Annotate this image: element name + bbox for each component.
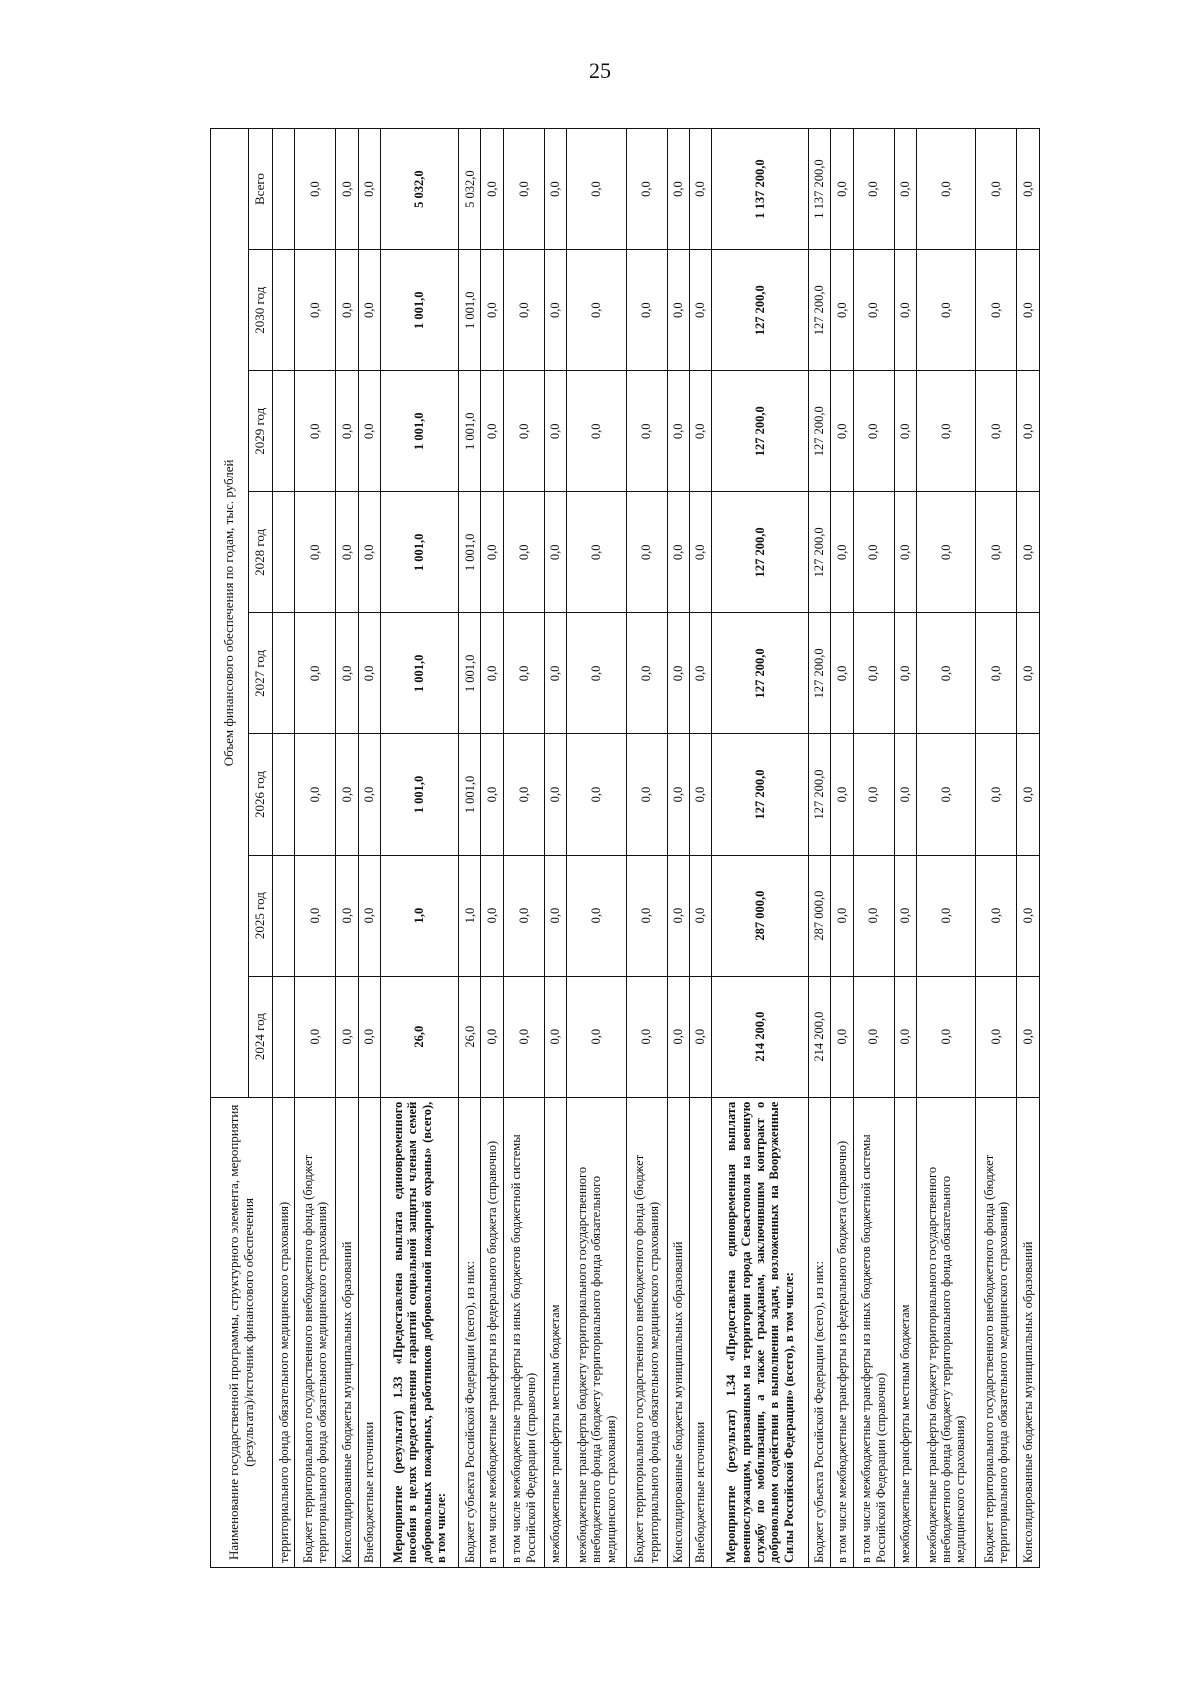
- row-total-cell: 5 032,0: [381, 129, 459, 250]
- row-value-cell: [273, 855, 295, 976]
- row-value-cell: 0,0: [481, 250, 503, 371]
- row-value-cell: 0,0: [544, 855, 566, 976]
- row-value-cell: 0,0: [567, 492, 626, 613]
- header-year: 2025 год: [249, 855, 273, 976]
- row-total-cell: 0,0: [544, 129, 566, 250]
- row-value-cell: 0,0: [1017, 976, 1040, 1097]
- row-value-cell: 0,0: [689, 976, 711, 1097]
- row-total-cell: 0,0: [481, 129, 503, 250]
- row-value-cell: 0,0: [358, 371, 380, 492]
- row-total-cell: 0,0: [853, 129, 894, 250]
- row-value-cell: 0,0: [853, 855, 894, 976]
- table-row: [626, 129, 667, 1568]
- header-total: Всего: [249, 129, 273, 250]
- row-value-cell: 0,0: [481, 492, 503, 613]
- row-value-cell: 0,0: [295, 250, 336, 371]
- row-value-cell: 0,0: [503, 371, 544, 492]
- row-value-cell: 0,0: [894, 250, 916, 371]
- row-total-cell: 0,0: [358, 129, 380, 250]
- row-name-cell: Внебюджетные источники: [689, 1097, 711, 1567]
- row-value-cell: 0,0: [544, 492, 566, 613]
- row-name-cell: территориального фонда обязательного медицинского страхования): [273, 1097, 295, 1567]
- row-value-cell: 0,0: [853, 250, 894, 371]
- row-name-cell: Бюджет территориального государственного внебюджетного фонда (бюджет территориального фонда обязательного медицинского страхования): [295, 1097, 336, 1567]
- row-value-cell: 1,0: [459, 855, 481, 976]
- row-value-cell: 0,0: [358, 613, 380, 734]
- table-row: [1017, 129, 1040, 1568]
- row-value-cell: 0,0: [689, 371, 711, 492]
- row-value-cell: 0,0: [544, 734, 566, 855]
- row-value-cell: 0,0: [894, 613, 916, 734]
- row-value-cell: 0,0: [358, 492, 380, 613]
- row-name-cell: межбюджетные трансферты бюджету территориального государственного внебюджетного фонда (бюджету территориального фонда обязательного медицинского страхования): [916, 1097, 975, 1567]
- row-value-cell: 0,0: [916, 250, 975, 371]
- table-row: [336, 129, 358, 1568]
- row-name-cell: Бюджет территориального государственного внебюджетного фонда (бюджет территориального фонда обязательного медицинского страхования): [976, 1097, 1017, 1567]
- row-value-cell: 0,0: [976, 613, 1017, 734]
- table-row: [894, 129, 916, 1568]
- financing-table: [210, 128, 1040, 1568]
- table-row-measure: [712, 129, 809, 1568]
- row-total-cell: 5 032,0: [459, 129, 481, 250]
- row-value-cell: [273, 371, 295, 492]
- row-value-cell: 0,0: [853, 371, 894, 492]
- row-value-cell: 0,0: [1017, 734, 1040, 855]
- table-row: [808, 129, 830, 1568]
- table-row: [503, 129, 544, 1568]
- row-value-cell: 0,0: [295, 492, 336, 613]
- row-value-cell: 0,0: [916, 492, 975, 613]
- row-value-cell: 0,0: [544, 976, 566, 1097]
- row-value-cell: [273, 492, 295, 613]
- row-value-cell: 0,0: [853, 976, 894, 1097]
- row-value-cell: 0,0: [336, 371, 358, 492]
- row-name-cell: межбюджетные трансферты местным бюджетам: [544, 1097, 566, 1567]
- row-value-cell: 0,0: [481, 371, 503, 492]
- row-value-cell: 0,0: [626, 613, 667, 734]
- row-total-cell: 0,0: [626, 129, 667, 250]
- row-total-cell: 0,0: [1017, 129, 1040, 250]
- header-year: 2024 год: [249, 976, 273, 1097]
- table-row: [976, 129, 1017, 1568]
- header-name-column: Наименование государственной программы, структурного элемента, мероприятия (результата)/источник финансового обеспечения: [211, 1097, 273, 1567]
- row-value-cell: 0,0: [567, 976, 626, 1097]
- row-value-cell: 0,0: [667, 734, 689, 855]
- row-value-cell: 0,0: [689, 855, 711, 976]
- row-total-cell: 0,0: [894, 129, 916, 250]
- row-value-cell: 0,0: [503, 250, 544, 371]
- row-total-cell: 0,0: [831, 129, 853, 250]
- row-value-cell: 0,0: [831, 250, 853, 371]
- row-value-cell: 0,0: [295, 613, 336, 734]
- row-value-cell: 26,0: [381, 976, 459, 1097]
- row-name-cell: Бюджет территориального государственного внебюджетного фонда (бюджет территориального фонда обязательного медицинского страхования): [626, 1097, 667, 1567]
- row-value-cell: 214 200,0: [808, 976, 830, 1097]
- row-value-cell: 127 200,0: [808, 371, 830, 492]
- row-value-cell: 1 001,0: [459, 371, 481, 492]
- row-value-cell: 0,0: [976, 371, 1017, 492]
- row-value-cell: 1 001,0: [459, 613, 481, 734]
- row-name-cell: в том числе межбюджетные трансферты из федерального бюджета (справочно): [831, 1097, 853, 1567]
- row-value-cell: [273, 734, 295, 855]
- row-total-cell: 0,0: [567, 129, 626, 250]
- row-value-cell: 287 000,0: [712, 855, 809, 976]
- row-value-cell: 0,0: [853, 734, 894, 855]
- rotated-table-container: [210, 128, 1040, 1568]
- row-value-cell: 0,0: [667, 371, 689, 492]
- row-value-cell: 1 001,0: [381, 492, 459, 613]
- row-value-cell: 1,0: [381, 855, 459, 976]
- row-value-cell: 0,0: [567, 734, 626, 855]
- row-value-cell: 0,0: [544, 250, 566, 371]
- row-value-cell: 0,0: [976, 250, 1017, 371]
- row-value-cell: 1 001,0: [381, 250, 459, 371]
- row-value-cell: 0,0: [1017, 613, 1040, 734]
- row-total-cell: 1 137 200,0: [712, 129, 809, 250]
- row-value-cell: 0,0: [831, 976, 853, 1097]
- row-value-cell: 0,0: [358, 855, 380, 976]
- row-value-cell: 214 200,0: [712, 976, 809, 1097]
- header-year: 2030 год: [249, 250, 273, 371]
- row-value-cell: 127 200,0: [712, 734, 809, 855]
- row-total-cell: [273, 129, 295, 250]
- row-value-cell: 0,0: [481, 734, 503, 855]
- page-number: 25: [589, 58, 611, 83]
- row-value-cell: 0,0: [1017, 371, 1040, 492]
- header-group: Объем финансового обеспечения по годам, тыс. рублей: [211, 129, 249, 1098]
- row-name-cell: Консолидированные бюджеты муниципальных образований: [336, 1097, 358, 1567]
- row-value-cell: 0,0: [567, 371, 626, 492]
- row-value-cell: 0,0: [481, 855, 503, 976]
- row-value-cell: 0,0: [976, 492, 1017, 613]
- row-name-cell: в том числе межбюджетные трансферты из иных бюджетов бюджетной системы Российской Федерации (справочно): [853, 1097, 894, 1567]
- header-year: 2029 год: [249, 371, 273, 492]
- row-total-cell: 1 137 200,0: [808, 129, 830, 250]
- row-value-cell: 1 001,0: [381, 613, 459, 734]
- table-row: [667, 129, 689, 1568]
- row-name-cell: в том числе межбюджетные трансферты из иных бюджетов бюджетной системы Российской Федерации (справочно): [503, 1097, 544, 1567]
- row-name-cell: Внебюджетные источники: [358, 1097, 380, 1567]
- row-value-cell: 0,0: [336, 855, 358, 976]
- table-row: [273, 129, 295, 1568]
- row-value-cell: 0,0: [567, 855, 626, 976]
- row-value-cell: 0,0: [336, 250, 358, 371]
- table-row: [853, 129, 894, 1568]
- row-value-cell: 0,0: [689, 734, 711, 855]
- row-value-cell: 0,0: [1017, 492, 1040, 613]
- row-value-cell: 0,0: [1017, 250, 1040, 371]
- table-row: [295, 129, 336, 1568]
- row-total-cell: 0,0: [667, 129, 689, 250]
- row-value-cell: 0,0: [358, 250, 380, 371]
- row-name-cell: Бюджет субъекта Российской Федерации (всего), из них:: [459, 1097, 481, 1567]
- row-value-cell: 127 200,0: [712, 613, 809, 734]
- row-total-cell: 0,0: [295, 129, 336, 250]
- table-row: [831, 129, 853, 1568]
- row-value-cell: 0,0: [503, 734, 544, 855]
- row-value-cell: 0,0: [336, 613, 358, 734]
- row-value-cell: 0,0: [626, 734, 667, 855]
- row-value-cell: 0,0: [503, 613, 544, 734]
- row-value-cell: 1 001,0: [381, 371, 459, 492]
- row-total-cell: 0,0: [916, 129, 975, 250]
- row-value-cell: 127 200,0: [808, 613, 830, 734]
- row-name-cell: Бюджет субъекта Российской Федерации (всего), из них:: [808, 1097, 830, 1567]
- row-value-cell: 0,0: [894, 855, 916, 976]
- row-value-cell: 0,0: [916, 613, 975, 734]
- row-value-cell: 0,0: [626, 492, 667, 613]
- row-value-cell: 0,0: [481, 976, 503, 1097]
- row-name-cell: в том числе межбюджетные трансферты из федерального бюджета (справочно): [481, 1097, 503, 1567]
- row-value-cell: 1 001,0: [381, 734, 459, 855]
- row-value-cell: 127 200,0: [712, 250, 809, 371]
- row-name-cell: Консолидированные бюджеты муниципальных образований: [667, 1097, 689, 1567]
- row-value-cell: 0,0: [544, 371, 566, 492]
- row-value-cell: 0,0: [336, 734, 358, 855]
- row-value-cell: 0,0: [853, 492, 894, 613]
- row-value-cell: 127 200,0: [712, 371, 809, 492]
- row-value-cell: 0,0: [295, 734, 336, 855]
- row-value-cell: [273, 250, 295, 371]
- row-value-cell: [273, 976, 295, 1097]
- row-name-cell: Мероприятие (результат) 1.34 «Предоставлена единовременная выплата военнослужащим, призванным на территории города Севастополя на военную службу по мобилизации, а также гражданам, заключившим контракт о добровольном содействии в выполнении задач, возложенных на Вооруженные Силы Российской Федерации» (всего), в том числе:: [712, 1097, 809, 1567]
- header-year: 2028 год: [249, 492, 273, 613]
- row-name-cell: Мероприятие (результат) 1.33 «Предоставлена выплата единовременного пособия в целях предоставления гарантий социальной защиты членам семей добровольных пожарных, работников добровольной пожарной охраны» (всего), в том числе:: [381, 1097, 459, 1567]
- row-value-cell: [273, 613, 295, 734]
- row-total-cell: 0,0: [976, 129, 1017, 250]
- header-year: 2027 год: [249, 613, 273, 734]
- table-row: [358, 129, 380, 1568]
- row-value-cell: 0,0: [916, 976, 975, 1097]
- row-value-cell: 0,0: [503, 855, 544, 976]
- row-value-cell: 0,0: [894, 976, 916, 1097]
- row-total-cell: 0,0: [689, 129, 711, 250]
- table-row: [459, 129, 481, 1568]
- row-value-cell: 0,0: [667, 855, 689, 976]
- row-value-cell: 0,0: [667, 492, 689, 613]
- row-name-cell: межбюджетные трансферты местным бюджетам: [894, 1097, 916, 1567]
- row-value-cell: 0,0: [567, 250, 626, 371]
- row-value-cell: 0,0: [894, 734, 916, 855]
- row-value-cell: 0,0: [689, 613, 711, 734]
- row-name-cell: Консолидированные бюджеты муниципальных образований: [1017, 1097, 1040, 1567]
- row-value-cell: 0,0: [626, 855, 667, 976]
- table-row: [689, 129, 711, 1568]
- row-value-cell: 1 001,0: [459, 492, 481, 613]
- table-row: [567, 129, 626, 1568]
- table-row: [916, 129, 975, 1568]
- row-value-cell: 127 200,0: [712, 492, 809, 613]
- row-value-cell: 0,0: [1017, 855, 1040, 976]
- row-value-cell: 1 001,0: [459, 250, 481, 371]
- row-value-cell: 0,0: [976, 855, 1017, 976]
- row-value-cell: 0,0: [358, 734, 380, 855]
- row-value-cell: 0,0: [295, 371, 336, 492]
- row-value-cell: 0,0: [336, 976, 358, 1097]
- row-value-cell: 127 200,0: [808, 734, 830, 855]
- row-value-cell: 0,0: [853, 613, 894, 734]
- row-value-cell: 0,0: [689, 250, 711, 371]
- row-value-cell: 0,0: [831, 371, 853, 492]
- header-year: 2026 год: [249, 734, 273, 855]
- row-value-cell: 0,0: [916, 734, 975, 855]
- row-value-cell: 0,0: [626, 250, 667, 371]
- row-value-cell: 0,0: [894, 492, 916, 613]
- row-value-cell: 0,0: [831, 492, 853, 613]
- row-value-cell: 0,0: [295, 976, 336, 1097]
- row-value-cell: 0,0: [831, 613, 853, 734]
- row-value-cell: 26,0: [459, 976, 481, 1097]
- row-value-cell: 0,0: [916, 371, 975, 492]
- row-value-cell: 0,0: [831, 855, 853, 976]
- row-value-cell: 127 200,0: [808, 492, 830, 613]
- table-row: [544, 129, 566, 1568]
- row-value-cell: 0,0: [626, 976, 667, 1097]
- row-value-cell: 0,0: [336, 492, 358, 613]
- row-value-cell: 0,0: [626, 371, 667, 492]
- row-value-cell: 1 001,0: [459, 734, 481, 855]
- row-value-cell: 0,0: [894, 371, 916, 492]
- row-value-cell: 0,0: [831, 734, 853, 855]
- row-value-cell: 0,0: [916, 855, 975, 976]
- row-value-cell: 0,0: [481, 613, 503, 734]
- row-name-cell: межбюджетные трансферты бюджету территориального государственного внебюджетного фонда (бюджету территориального фонда обязательного медицинского страхования): [567, 1097, 626, 1567]
- table-row-measure: [381, 129, 459, 1568]
- row-value-cell: 0,0: [667, 976, 689, 1097]
- row-value-cell: 0,0: [358, 976, 380, 1097]
- row-value-cell: 0,0: [976, 976, 1017, 1097]
- row-total-cell: 0,0: [336, 129, 358, 250]
- row-value-cell: 0,0: [667, 613, 689, 734]
- row-value-cell: 0,0: [667, 250, 689, 371]
- row-value-cell: 0,0: [503, 976, 544, 1097]
- row-value-cell: 0,0: [503, 492, 544, 613]
- row-value-cell: 0,0: [295, 855, 336, 976]
- row-value-cell: 0,0: [544, 613, 566, 734]
- row-value-cell: 0,0: [976, 734, 1017, 855]
- row-value-cell: 287 000,0: [808, 855, 830, 976]
- row-value-cell: 0,0: [567, 613, 626, 734]
- row-value-cell: 127 200,0: [808, 250, 830, 371]
- row-value-cell: 0,0: [689, 492, 711, 613]
- table-body: [273, 129, 1040, 1568]
- row-total-cell: 0,0: [503, 129, 544, 250]
- table-row: [481, 129, 503, 1568]
